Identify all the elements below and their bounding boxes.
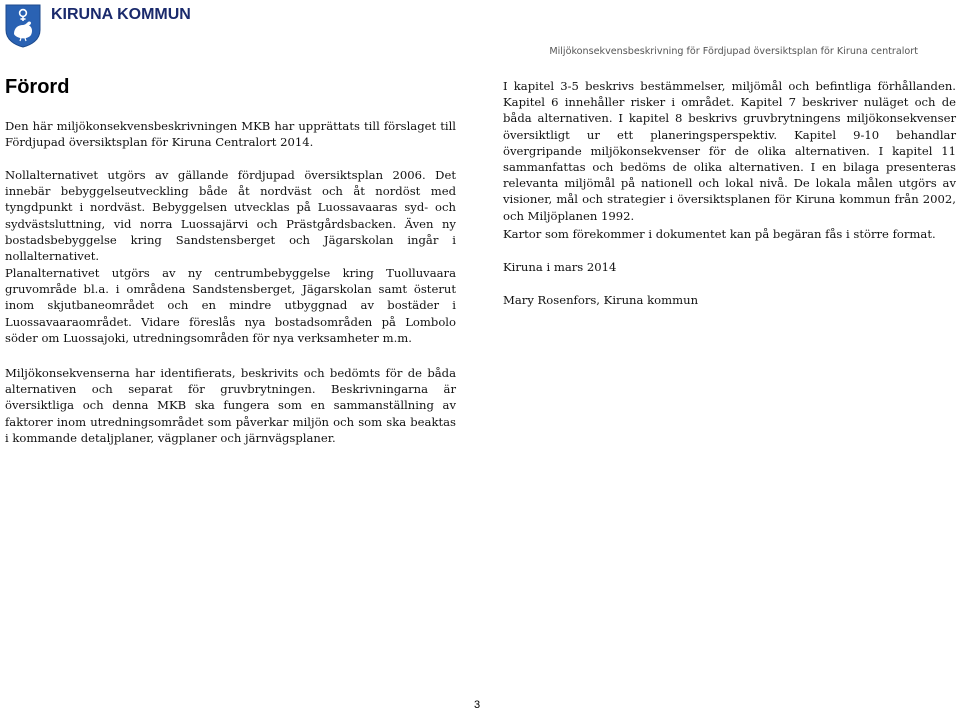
date-line: Kiruna i mars 2014 xyxy=(503,260,617,274)
planalternativ-paragraph: Planalternativet utgörs av ny centrumbebyggelse kring Tuolluvaara gruvområde bl.a. i områdena Sandstensberget, Jägarskolan samt österut inom skjutbaneområdet och en mindre utbyggnad av bostäder i Luossavaaraområdet. Vidare föreslås nya bostadsområden på Lombolo söder om Luossajoki, utredningsområden för nya verksamheter m.m. xyxy=(5,266,456,345)
intro-paragraph: Den här miljökonsekvensbeskrivningen MKB har upprättats till förslaget till Fördjupad översiktsplan för Kiruna Centralort 2014. xyxy=(5,119,456,150)
page-number: 3 xyxy=(474,699,481,711)
signature-line: Mary Rosenfors, Kiruna kommun xyxy=(503,293,699,307)
coat-of-arms-icon xyxy=(5,4,41,48)
maps-paragraph: Kartor som förekommer i dokumentet kan på begäran fås i större format. xyxy=(503,227,936,241)
document-title: Miljökonsekvensbeskrivning för Fördjupad översiktsplan för Kiruna centralort xyxy=(549,46,918,57)
organization-name: KIRUNA KOMMUN xyxy=(51,6,191,23)
miljokonsekvenser-paragraph: Miljökonsekvenserna har identifierats, beskrivits och bedömts för de båda alternativen och separat för gruvbrytningen. Beskrivningarna är översiktliga och denna MKB ska fungera som en sammanställning av faktorer inom utredningsområdet som påverkar miljön och som ska beaktas i kommande detaljplaner, vägplaner och järnvägsplaner. xyxy=(5,366,456,445)
nollalternativ-paragraph: Nollalternativet utgörs av gällande fördjupad översiktsplan 2006. Det innebär bebyggelseutveckling både åt nordväst och åt nordöst med tyngdpunkt i nordväst. Bebyggelsen utvecklas på Luossavaaras syd- och sydvästsluttning, vid norra Luossajärvi och Prästgårdsbacken. Även ny bostadsbebyggelse kring Sandstensberget och Jägarskolan ingår i nollalternativet. xyxy=(5,168,456,264)
chapters-paragraph: I kapitel 3-5 beskrivs bestämmelser, miljömål och befintliga förhållanden. Kapitel 6 innehåller risker i området. Kapitel 7 beskriver nuläget och de båda alternativen. I kapitel 8 beskrivs gruvbrytningens miljökonsekvenser översiktligt ur ett planeringsperspektiv. Kapitel 9-10 behandlar övergripande miljökonsekvenser för de olika alternativen. I kapitel 11 sammanfattas och bedöms de olika alternativen. I en bilaga presenteras relevanta miljömål på nationell och lokal nivå. De lokala målen utgörs av visioner, mål och strategier i översiktsplanen för Kiruna kommun från 2002, och Miljöplanen 1992. xyxy=(503,79,956,223)
page-heading: Förord xyxy=(5,76,70,98)
